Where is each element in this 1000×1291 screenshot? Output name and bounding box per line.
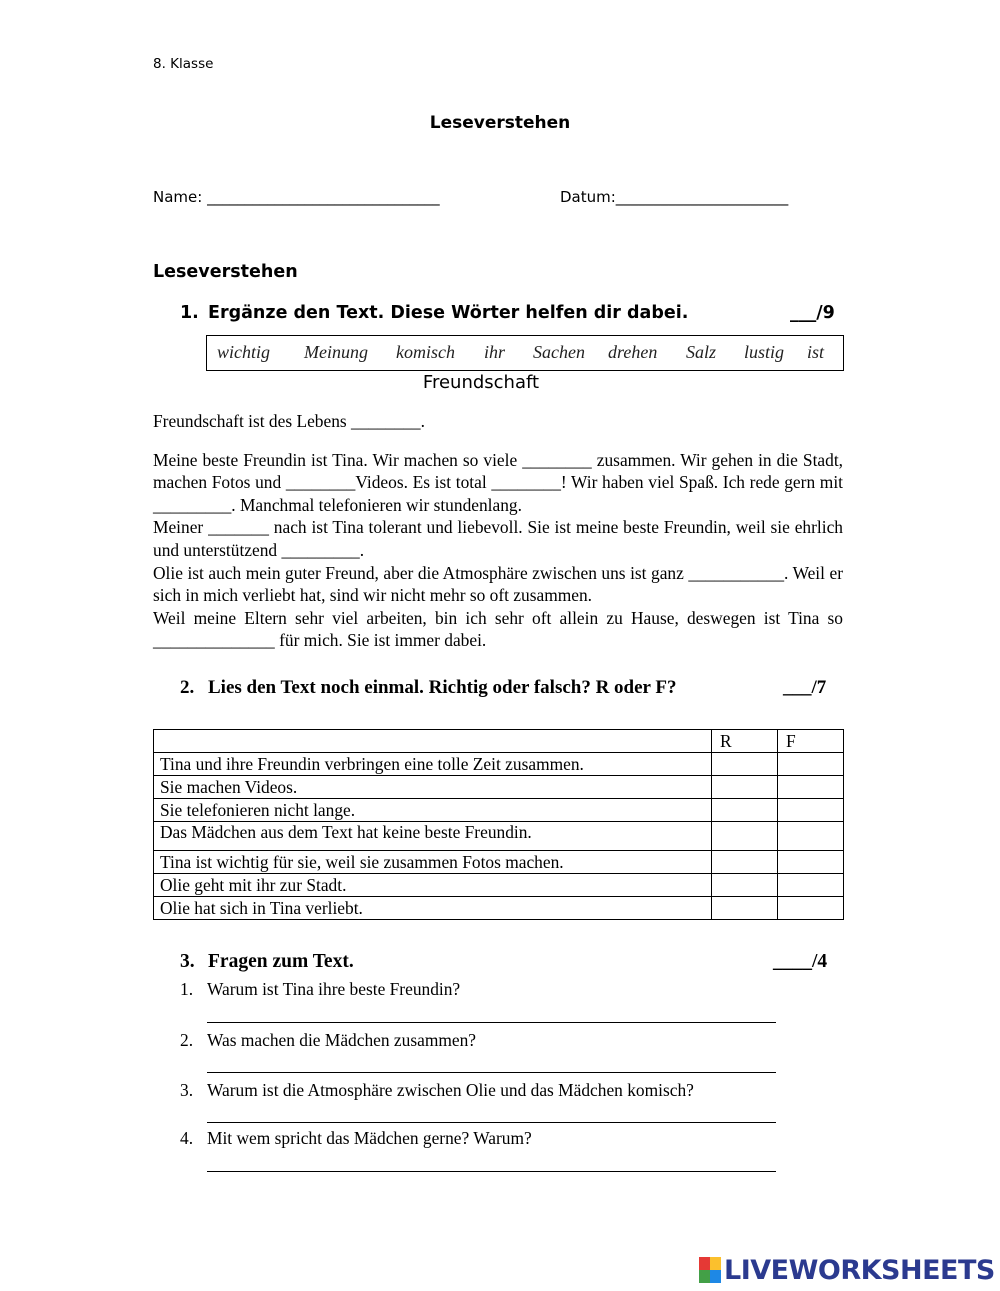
answer-f-cell[interactable] [778,851,844,874]
answer-line[interactable] [207,1171,776,1172]
answer-f-cell[interactable] [778,822,844,851]
statement-cell: Tina ist wichtig für sie, weil sie zusammen Fotos machen. [154,851,712,874]
task3-instruction: Fragen zum Text. [208,951,354,972]
table-row [154,799,844,822]
question-item [180,1030,476,1051]
answer-f-cell[interactable] [778,799,844,822]
word-bank-item: Salz [686,342,717,362]
logo-block [699,1270,710,1283]
table-header-row [154,730,844,753]
task1-number: 1. [180,303,199,323]
story-paragraph: Olie ist auch mein guter Freund, aber die Atmosphäre zwischen uns ist ganz ___________. Weil er sich in mich verliebt hat, sind wir nicht mehr so oft zusammen. [153,562,843,606]
answer-r-cell[interactable] [712,776,778,799]
column-f-header: F [778,730,844,753]
statement-cell: Olie hat sich in Tina verliebt. [154,897,712,920]
answer-f-cell[interactable] [778,776,844,799]
story-paragraph: Freundschaft ist des Lebens ________. [153,411,425,431]
date-field: Datum:_______________________ [560,188,789,206]
column-r-header: R [712,730,778,753]
answer-r-cell[interactable] [712,897,778,920]
section-title: Leseverstehen [153,262,298,282]
table-row [154,851,844,874]
answer-f-cell[interactable] [778,874,844,897]
question-item [180,1080,694,1101]
statement-cell: Olie geht mit ihr zur Stadt. [154,874,712,897]
question-text: Was machen die Mädchen zusammen? [207,1030,477,1050]
page-title: Leseverstehen [429,113,571,133]
statement-cell: Das Mädchen aus dem Text hat keine beste Freundin. [154,822,712,851]
question-item [180,979,460,1000]
question-text: Mit wem spricht das Mädchen gerne? Warum? [207,1128,532,1148]
statement-cell: Tina und ihre Freundin verbringen eine tolle Zeit zusammen. [154,753,712,776]
answer-r-cell[interactable] [712,851,778,874]
task2-instruction: Lies den Text noch einmal. Richtig oder falsch? R oder F? [208,677,677,698]
question-number: 3. [180,1080,194,1100]
answer-r-cell[interactable] [712,822,778,851]
question-number: 2. [180,1030,194,1050]
question-item [180,1128,532,1149]
statement-cell: Sie telefonieren nicht lange. [154,799,712,822]
word-bank-item: ihr [484,342,506,362]
task2-number: 2. [180,677,195,698]
word-bank-item: Sachen [533,342,585,362]
story-paragraph: Weil meine Eltern sehr viel arbeiten, bin ich sehr oft allein zu Hause, deswegen ist Tina so ______________ für mich. Sie ist immer dabei. [153,607,843,651]
word-bank-item: drehen [608,342,658,362]
answer-r-cell[interactable] [712,753,778,776]
answer-f-cell[interactable] [778,897,844,920]
story-paragraph: Meiner _______ nach ist Tina tolerant und liebevoll. Sie ist meine beste Freundin, weil sie ehrlich und unterstützend _________. [153,517,843,560]
live-blocks-icon [699,1257,721,1283]
answer-r-cell[interactable] [712,799,778,822]
table-row [154,753,844,776]
story-text [153,410,843,652]
task1-heading [180,303,688,323]
table-row [154,776,844,799]
statement-header [154,730,712,753]
logo-block [710,1270,721,1283]
logo-block [699,1257,710,1270]
logo-block [710,1257,721,1270]
task3-number: 3. [180,951,195,972]
table-row [154,822,844,851]
word-bank-item: ist [807,342,825,362]
liveworksheets-logo[interactable] [699,1255,995,1285]
story-title: Freundschaft [422,372,540,393]
name-field: Name: _______________________________ [153,188,440,206]
grade-label: 8. Klasse [153,56,214,72]
answer-f-cell[interactable] [778,753,844,776]
answer-line[interactable] [207,1022,776,1023]
logo-text: LIVEWORKSHEETS [724,1254,995,1286]
question-number: 1. [180,979,194,999]
task3-heading [180,951,354,973]
task2-heading [180,677,677,699]
story-paragraph: Meine beste Freundin ist Tina. Wir machen so viele ________ zusammen. Wir gehen in die Stadt, machen Fotos und ________Videos. Es ist total ________! Wir haben viel Spaß. Ich rede gern mit _________. Manchmal telefonieren wir stundenlang. [153,449,843,515]
word-bank-item: komisch [396,342,455,362]
question-number: 4. [180,1128,194,1148]
word-bank-item: wichtig [217,342,270,362]
answer-line[interactable] [207,1072,776,1073]
table-row [154,874,844,897]
question-text: Warum ist die Atmosphäre zwischen Olie und das Mädchen komisch? [207,1080,694,1100]
table-row [154,897,844,920]
word-bank-item: Meinung [304,342,368,362]
statement-cell: Sie machen Videos. [154,776,712,799]
true-false-table [153,729,844,920]
word-bank [206,335,844,371]
task3-score: ____/4 [773,951,828,972]
word-bank-item: lustig [744,342,785,362]
answer-line[interactable] [207,1122,776,1123]
question-text: Warum ist Tina ihre beste Freundin? [207,979,461,999]
task2-score: ___/7 [783,677,827,698]
task1-score: ___/9 [790,303,835,323]
task1-instruction: Ergänze den Text. Diese Wörter helfen dir dabei. [208,303,689,323]
answer-r-cell[interactable] [712,874,778,897]
